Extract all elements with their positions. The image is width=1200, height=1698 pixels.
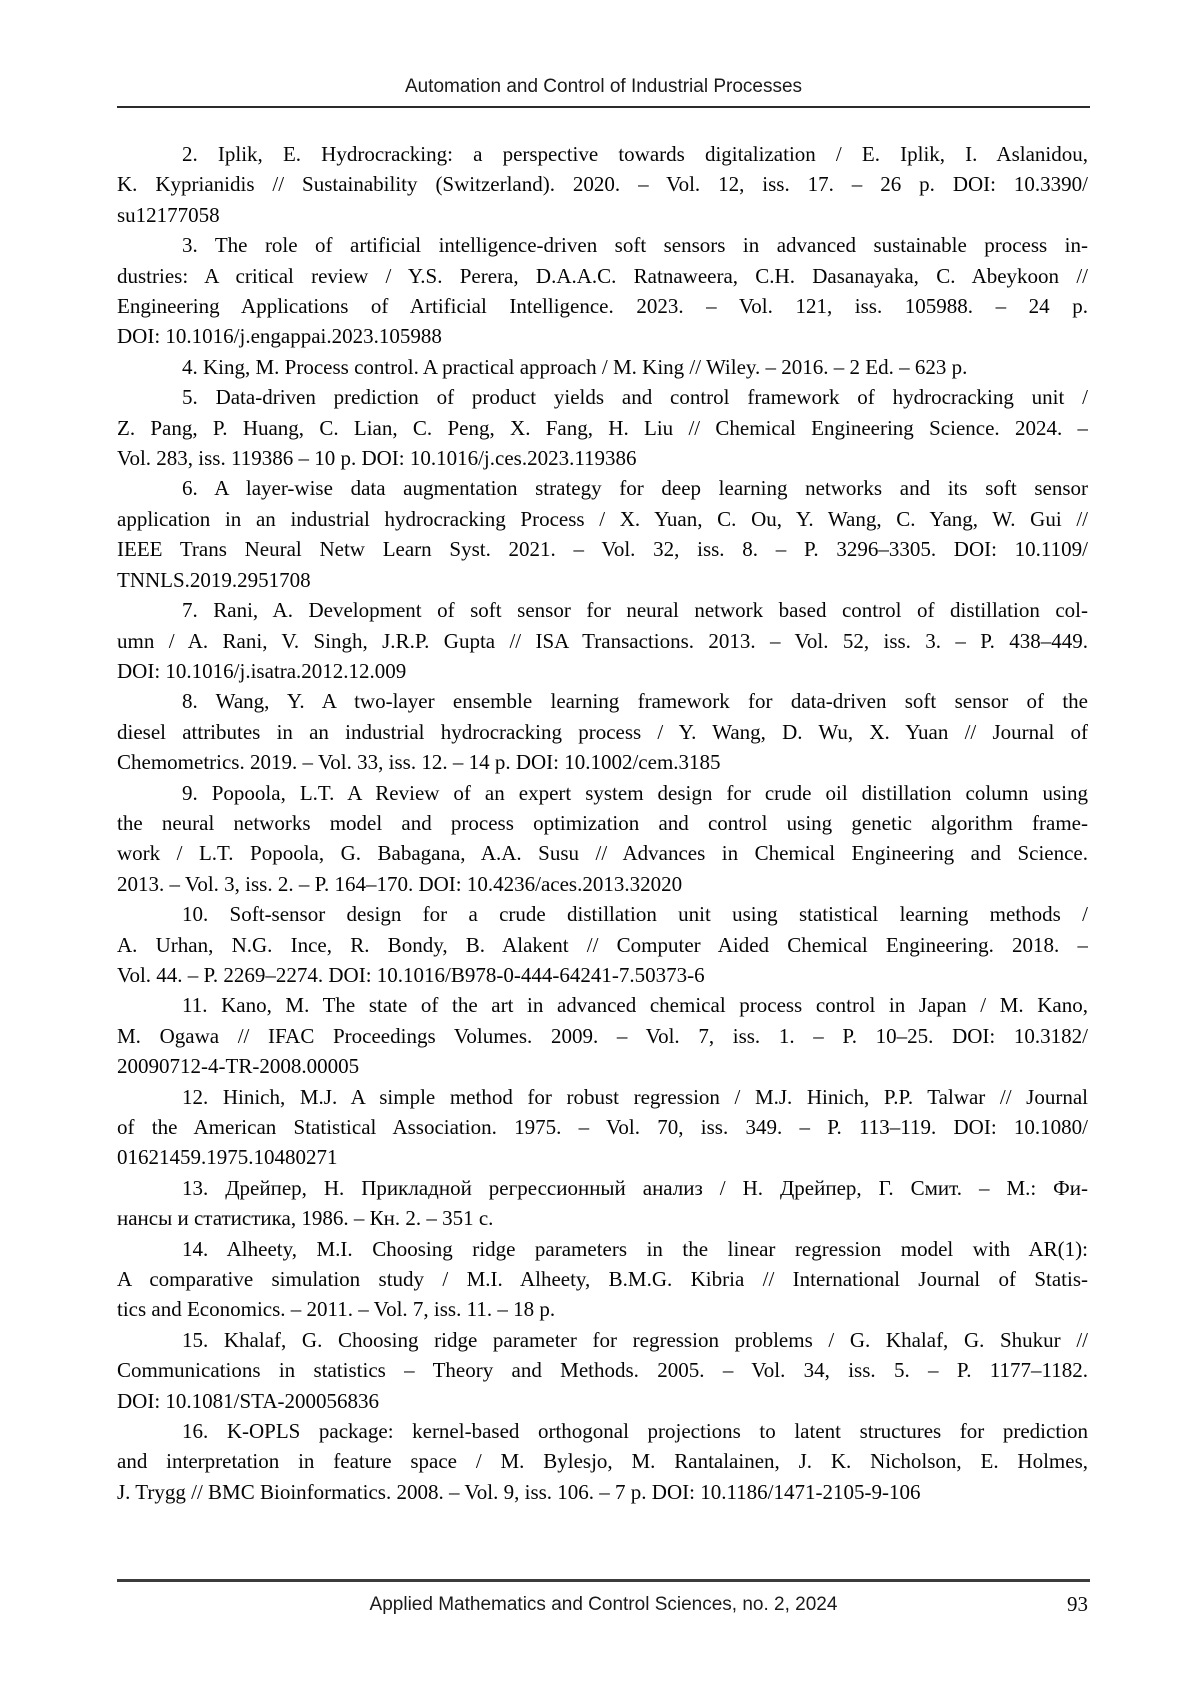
reference-line: 9. Popoola, L.T. A Review of an expert system design for crude oil distillation column using [182,780,1088,805]
reference-line: Vol. 283, iss. 119386 – 10 p. DOI: 10.1016/j.ces.2023.119386 [117,446,637,471]
reference-line: IEEE Trans Neural Netw Learn Syst. 2021. – Vol. 32, iss. 8. – P. 3296–3305. DOI: 10.1109/ [117,537,1088,562]
reference-line: 3. The role of artificial intelligence-driven soft sensors in advanced sustainable process in- [182,233,1088,258]
reference-line: 11. Kano, M. The state of the art in advanced chemical process control in Japan / M. Kano, [182,993,1088,1018]
reference-item [117,473,1088,595]
reference-line: 14. Alheety, M.I. Choosing ridge parameters in the linear regression model with AR(1): [182,1236,1088,1261]
reference-line: DOI: 10.1016/j.isatra.2012.12.009 [117,658,407,683]
reference-line: Communications in statistics – Theory and Methods. 2005. – Vol. 34, iss. 5. – P. 1177–1182. [117,1358,1088,1383]
reference-line: DOI: 10.1016/j.engappai.2023.105988 [117,324,442,349]
reference-line: Vol. 44. – P. 2269–2274. DOI: 10.1016/B978-0-444-64241-7.50373-6 [117,962,705,987]
reference-line: TNNLS.2019.2951708 [117,567,311,592]
reference-line: dustries: A critical review / Y.S. Perera, D.A.A.C. Ratnaweera, C.H. Dasanayaka, C. Abeykoon // [117,263,1088,288]
reference-line: 4. King, M. Process control. A practical approach / M. King // Wiley. – 2016. – 2 Ed. – 623 p. [182,354,968,379]
reference-line: A comparative simulation study / M.I. Alheety, B.M.G. Kibria // International Journal of Statis- [117,1267,1088,1292]
reference-item [117,382,1088,473]
header-title: Automation and Control of Industrial Processes [404,76,803,97]
reference-line: 15. Khalaf, G. Choosing ridge parameter for regression problems / G. Khalaf, G. Shukur // [182,1327,1088,1352]
reference-line: 7. Rani, A. Development of soft sensor for neural network based control of distillation col- [182,598,1088,623]
reference-line: tics and Economics. – 2011. – Vol. 7, iss. 11. – 18 p. [117,1297,556,1322]
reference-line: K. Kyprianidis // Sustainability (Switzerland). 2020. – Vol. 12, iss. 17. – 26 p. DOI: 10.3390/ [117,172,1088,197]
reference-item [117,1082,1088,1173]
running-header [117,76,1090,108]
reference-item [117,686,1088,777]
reference-line: 2. Iplik, E. Hydrocracking: a perspective towards digitalization / E. Iplik, I. Aslanidou, [182,142,1088,166]
reference-item [117,1416,1088,1507]
reference-line: M. Ogawa // IFAC Proceedings Volumes. 2009. – Vol. 7, iss. 1. – P. 10–25. DOI: 10.3182/ [117,1023,1088,1048]
reference-line: 01621459.1975.10480271 [117,1145,338,1170]
reference-line: 8. Wang, Y. A two-layer ensemble learning framework for data-driven soft sensor of the [182,689,1088,714]
reference-item [117,1234,1088,1325]
reference-item [117,230,1088,352]
reference-line: the neural networks model and process optimization and control using genetic algorithm frame- [117,810,1088,835]
reference-line: su12177058 [117,202,220,227]
reference-line: 12. Hinich, M.J. A simple method for robust regression / M.J. Hinich, P.P. Talwar // Journal [182,1084,1088,1109]
reference-item [117,990,1088,1081]
reference-line: and interpretation in feature space / M. Bylesjo, M. Rantalainen, J. K. Nicholson, E. Holmes, [117,1449,1088,1474]
reference-item [117,1325,1088,1416]
footer-journal-title: Applied Mathematics and Control Sciences, no. 2, 2024 [369,1594,838,1615]
reference-line: of the American Statistical Association. 1975. – Vol. 70, iss. 349. – P. 113–119. DOI: 10.1080/ [117,1115,1088,1139]
reference-line: DOI: 10.1081/STA-200056836 [117,1388,379,1413]
reference-item [117,595,1088,686]
reference-line: Chemometrics. 2019. – Vol. 33, iss. 12. – 14 p. DOI: 10.1002/cem.3185 [117,750,721,775]
reference-line: work / L.T. Popoola, G. Babagana, A.A. Susu // Advances in Chemical Engineering and Science. [117,841,1088,866]
footer-inner [117,1593,1090,1616]
reference-line: application in an industrial hydrocracking Process / X. Yuan, C. Ou, Y. Wang, C. Yang, W. Gui // [117,506,1088,531]
reference-line: 6. A layer-wise data augmentation strategy for deep learning networks and its soft sensor [182,476,1088,501]
reference-line: Z. Pang, P. Huang, C. Lian, C. Peng, X. Fang, H. Liu // Chemical Engineering Science. 2024. – [117,415,1088,440]
references-list [117,139,1088,1507]
reference-line: umn / A. Rani, V. Singh, J.R.P. Gupta // ISA Transactions. 2013. – Vol. 52, iss. 3. – P. 438–449. [117,628,1088,653]
reference-item [117,778,1088,900]
reference-line: 16. K-OPLS package: kernel-based orthogonal projections to latent structures for prediction [182,1419,1088,1444]
reference-line: diesel attributes in an industrial hydrocracking process / Y. Wang, D. Wu, X. Yuan // Journal of [117,719,1088,744]
reference-line: нансы и статистика, 1986. – Кн. 2. – 351 с. [117,1206,494,1231]
reference-line: 13. Дрейпер, Н. Прикладной регрессионный анализ / Н. Дрейпер, Г. Смит. – М.: Фи- [182,1175,1088,1200]
reference-line: J. Trygg // BMC Bioinformatics. 2008. – Vol. 9, iss. 106. – 7 p. DOI: 10.1186/1471-2105-9-106 [117,1479,921,1504]
reference-line: A. Urhan, N.G. Ince, R. Bondy, B. Alakent // Computer Aided Chemical Engineering. 2018. – [117,932,1088,957]
reference-line: 20090712-4-TR-2008.00005 [117,1054,360,1079]
reference-item [117,1173,1088,1234]
reference-item [117,139,1088,230]
reference-item [117,899,1088,990]
reference-line: 10. Soft-sensor design for a crude distillation unit using statistical learning methods / [182,902,1088,927]
reference-line: Engineering Applications of Artificial Intelligence. 2023. – Vol. 121, iss. 105988. – 24 p. [117,294,1088,319]
reference-line: 2013. – Vol. 3, iss. 2. – P. 164–170. DOI: 10.4236/aces.2013.32020 [117,871,683,896]
footer-page-number: 93 [1067,1592,1088,1616]
reference-line: 5. Data-driven prediction of product yields and control framework of hydrocracking unit / [182,385,1088,410]
running-footer [117,1579,1090,1616]
reference-item [117,352,1088,382]
